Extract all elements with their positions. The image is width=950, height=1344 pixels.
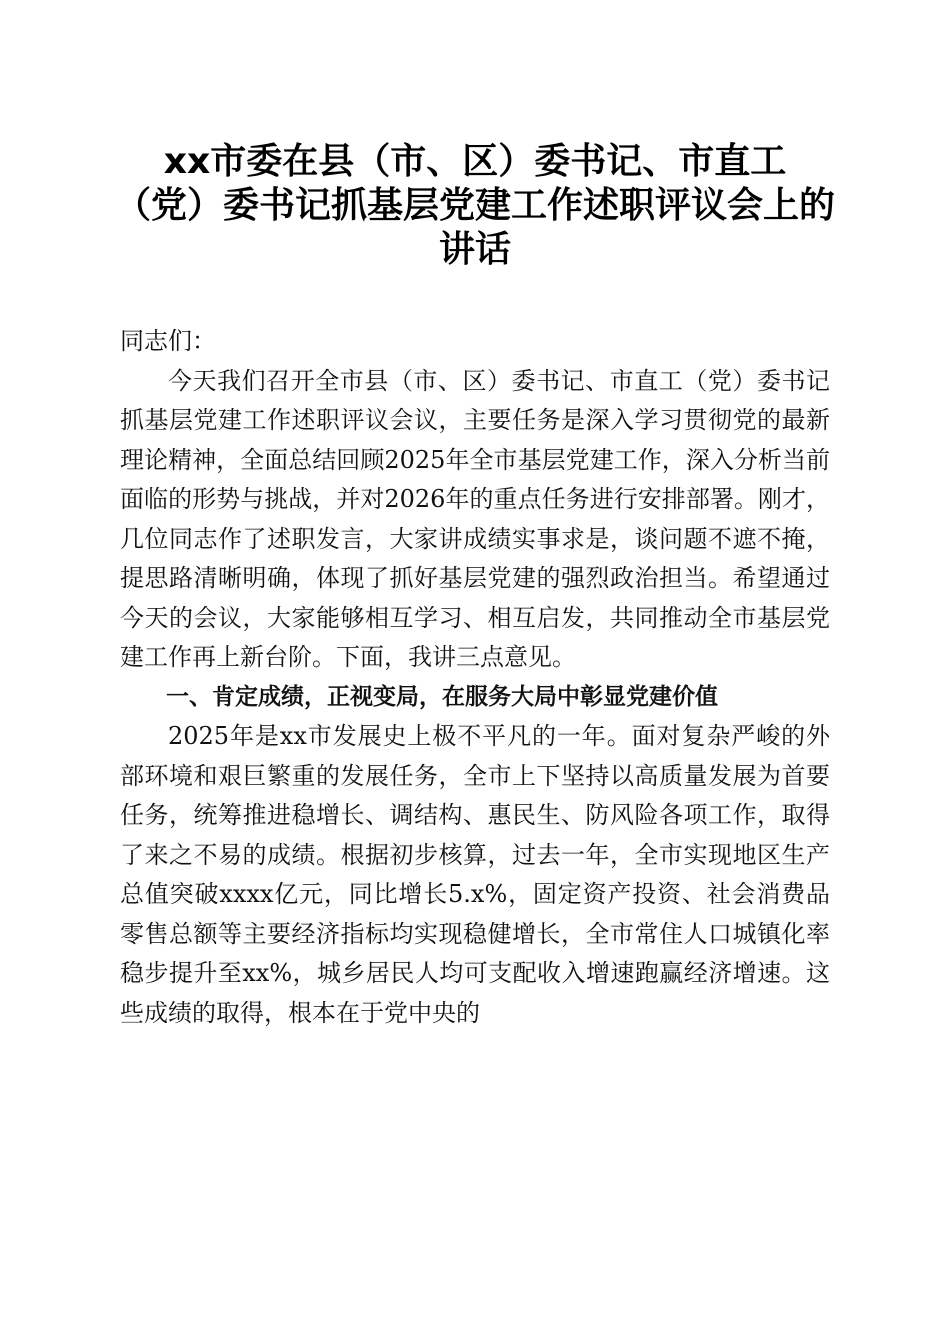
document-title [100,140,850,272]
section-heading-1: 一、肯定成绩，正视变局，在服务大局中彰显党建价值 [166,683,718,710]
paragraph-opening: 今天我们召开全市县（市、区）委书记、市直工（党）委书记抓基层党建工作述职评议会议，主要任务是深入学习贯彻党的最新理论精神，全面总结回顾2025年全市基层党建工作，深入分析当前面临的形势与挑战，并对2026年的重点任务进行安排部署。刚才，几位同志作了述职发言，大家讲成绩实事求是，谈问题不遮不掩，提思路清晰明确，体现了抓好基层党建的强烈政治担当。希望通过今天的会议，大家能够相互学习、相互启发，共同推动全市基层党建工作再上新台阶。下面，我讲三点意见。 [120,366,830,671]
title-line-2: （党）委书记抓基层党建工作述职评议会上的 [114,185,835,226]
document-body [120,322,830,1033]
paragraph-achievements: 2025年是xx市发展史上极不平凡的一年。面对复杂严峻的外部环境和艰巨繁重的发展任务，全市上下坚持以高质量发展为首要任务，统筹推进稳增长、调结构、惠民生、防风险各项工作，取得了来之不易的成绩。根据初步核算，过去一年，全市实现地区生产总值突破xxxx亿元，同比增长5.x%，固定资产投资、社会消费品零售总额等主要经济指标均实现稳健增长，全市常住人口城镇化率稳步提升至xx%，城乡居民人均可支配收入增速跑赢经济增速。这些成绩的取得，根本在于党中央的 [120,722,830,1027]
title-line-1: xx市委在县（市、区）委书记、市直工 [163,141,787,182]
salutation: 同志们： [120,327,216,355]
title-line-3: 讲话 [438,229,511,270]
